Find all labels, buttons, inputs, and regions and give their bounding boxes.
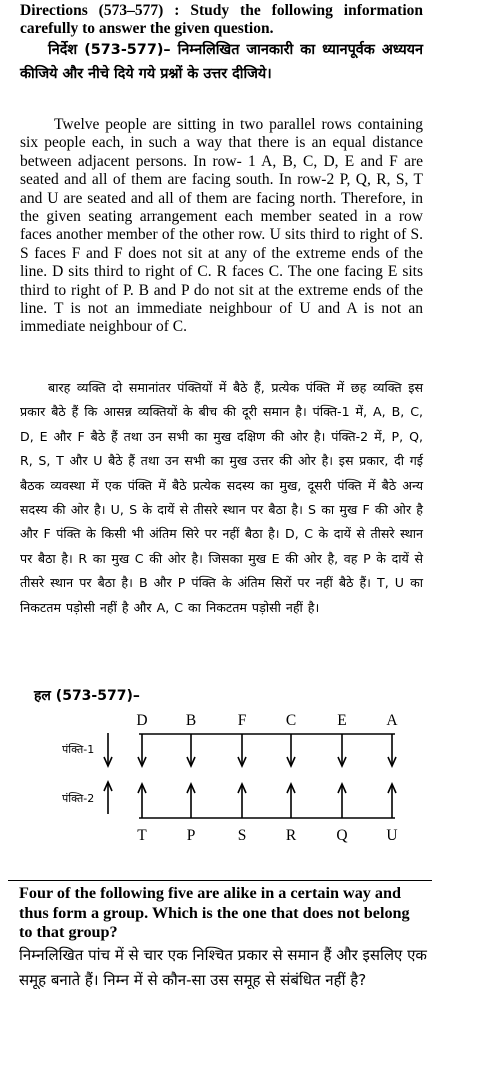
seating-diagram xyxy=(0,700,499,850)
row1-seat-label: F xyxy=(237,712,247,729)
row1-facing-arrow xyxy=(187,734,195,766)
row2-seat-label: T xyxy=(137,827,147,844)
row2-facing-arrow xyxy=(388,784,396,818)
row1-seat-label: D xyxy=(136,712,148,729)
row1-seat-label: C xyxy=(285,712,297,729)
row1-facing-arrow xyxy=(138,734,146,766)
row1-facing-arrow xyxy=(388,734,396,766)
row2-direction-arrow xyxy=(104,782,112,814)
row2-seat-label: R xyxy=(285,827,297,844)
question-english: Four of the following five are alike in a certain way and thus form a group. Which is the one that does not belong to that group? xyxy=(19,884,410,941)
row2-facing-arrow xyxy=(338,784,346,818)
row2-facing-arrow xyxy=(287,784,295,818)
solution-label: हल (573-577)– xyxy=(34,688,140,704)
row1-facing-arrow xyxy=(287,734,295,766)
row2-label: पंक्ति-2 xyxy=(62,792,95,805)
row2-facing-arrow xyxy=(187,784,195,818)
row2-seat-label: S xyxy=(237,827,247,844)
directions-english: Directions (573–577) : Study the following information carefully to answer the given question. xyxy=(20,2,423,37)
section-divider xyxy=(8,880,432,881)
row1-seat-label: B xyxy=(185,712,197,729)
row2-facing-arrow xyxy=(138,784,146,818)
row1-facing-arrow xyxy=(238,734,246,766)
row2-seat-label: Q xyxy=(336,827,348,844)
passage-english: Twelve people are sitting in two parallel rows containing six people each, in such a way that there is an equal distance between adjacent persons. In row- 1 A, B, C, D, E and F are seated and all of them are facing south. In row-2 P, Q, R, S, T and U are seated and all of them are facing north. Therefore, in the given seating arrangement each member seated in a row faces another member of the other row. U sits third to right of S. S faces F and F does not sit at any of the extreme ends of the line. D sits third to right of C. R faces C. The one facing E sits third to right of P. B and P do not sit at the extreme ends of the line. T is not an immediate neighbour of U and A is not an immediate neighbour of C. xyxy=(20,116,423,336)
row1-direction-arrow xyxy=(104,733,112,766)
row1-seat-label: E xyxy=(337,712,347,729)
question-hindi: निम्नलिखित पांच में से चार एक निश्चित प्रकार से समान हैं और इसलिए एक समूह बनाते हैं। निम्न में से कौन-सा उस समूह से संबंधित नहीं है? xyxy=(19,946,427,989)
row1-facing-arrow xyxy=(338,734,346,766)
row2-seat-label: P xyxy=(186,827,196,844)
row2-seat-label: U xyxy=(386,827,398,844)
row1-label: पंक्ति-1 xyxy=(62,743,95,756)
row2-facing-arrow xyxy=(238,784,246,818)
directions-hindi: निर्देश (573-577)– निम्नलिखित जानकारी का ध्यानपूर्वक अध्ययन कीजिये और नीचे दिये गये प्रश्नों के उत्तर दीजिये। xyxy=(20,42,423,82)
row1-seat-label: A xyxy=(386,712,398,729)
passage-hindi: बारह व्यक्ति दो समानांतर पंक्तियों में बैठे हैं, प्रत्येक पंक्ति में छह व्यक्ति इस प्रकार बैठे हैं कि आसन्न व्यक्तियों के बीच की दूरी समान है। पंक्ति-1 में, A, B, C, D, E और F बैठे हैं तथा उन सभी का मुख दक्षिण की ओर है। पंक्ति-2 में, P, Q, R, S, T और U बैठे हैं तथा उन सभी का मुख उत्तर की ओर है। इस प्रकार, दी गई बैठक व्यवस्था में एक पंक्ति में बैठे प्रत्येक सदस्य का मुख, दूसरी पंक्ति में बैठे अन्य सदस्य की ओर है। U, S के दायें से तीसरे स्थान पर बैठा है। S का मुख F की ओर है और F पंक्ति के किसी भी अंतिम सिरे पर नहीं बैठा है। D, C के दायें से तीसरे स्थान पर बैठा है। R का मुख C की ओर है। जिसका मुख E की ओर है, वह P के दायें से तीसरे स्थान पर बैठा है। B और P पंक्ति के अंतिम सिरों पर नहीं बैठे हैं। T, U का निकटतम पड़ोसी नहीं है और A, C का निकटतम पड़ोसी नहीं है। xyxy=(20,380,423,615)
